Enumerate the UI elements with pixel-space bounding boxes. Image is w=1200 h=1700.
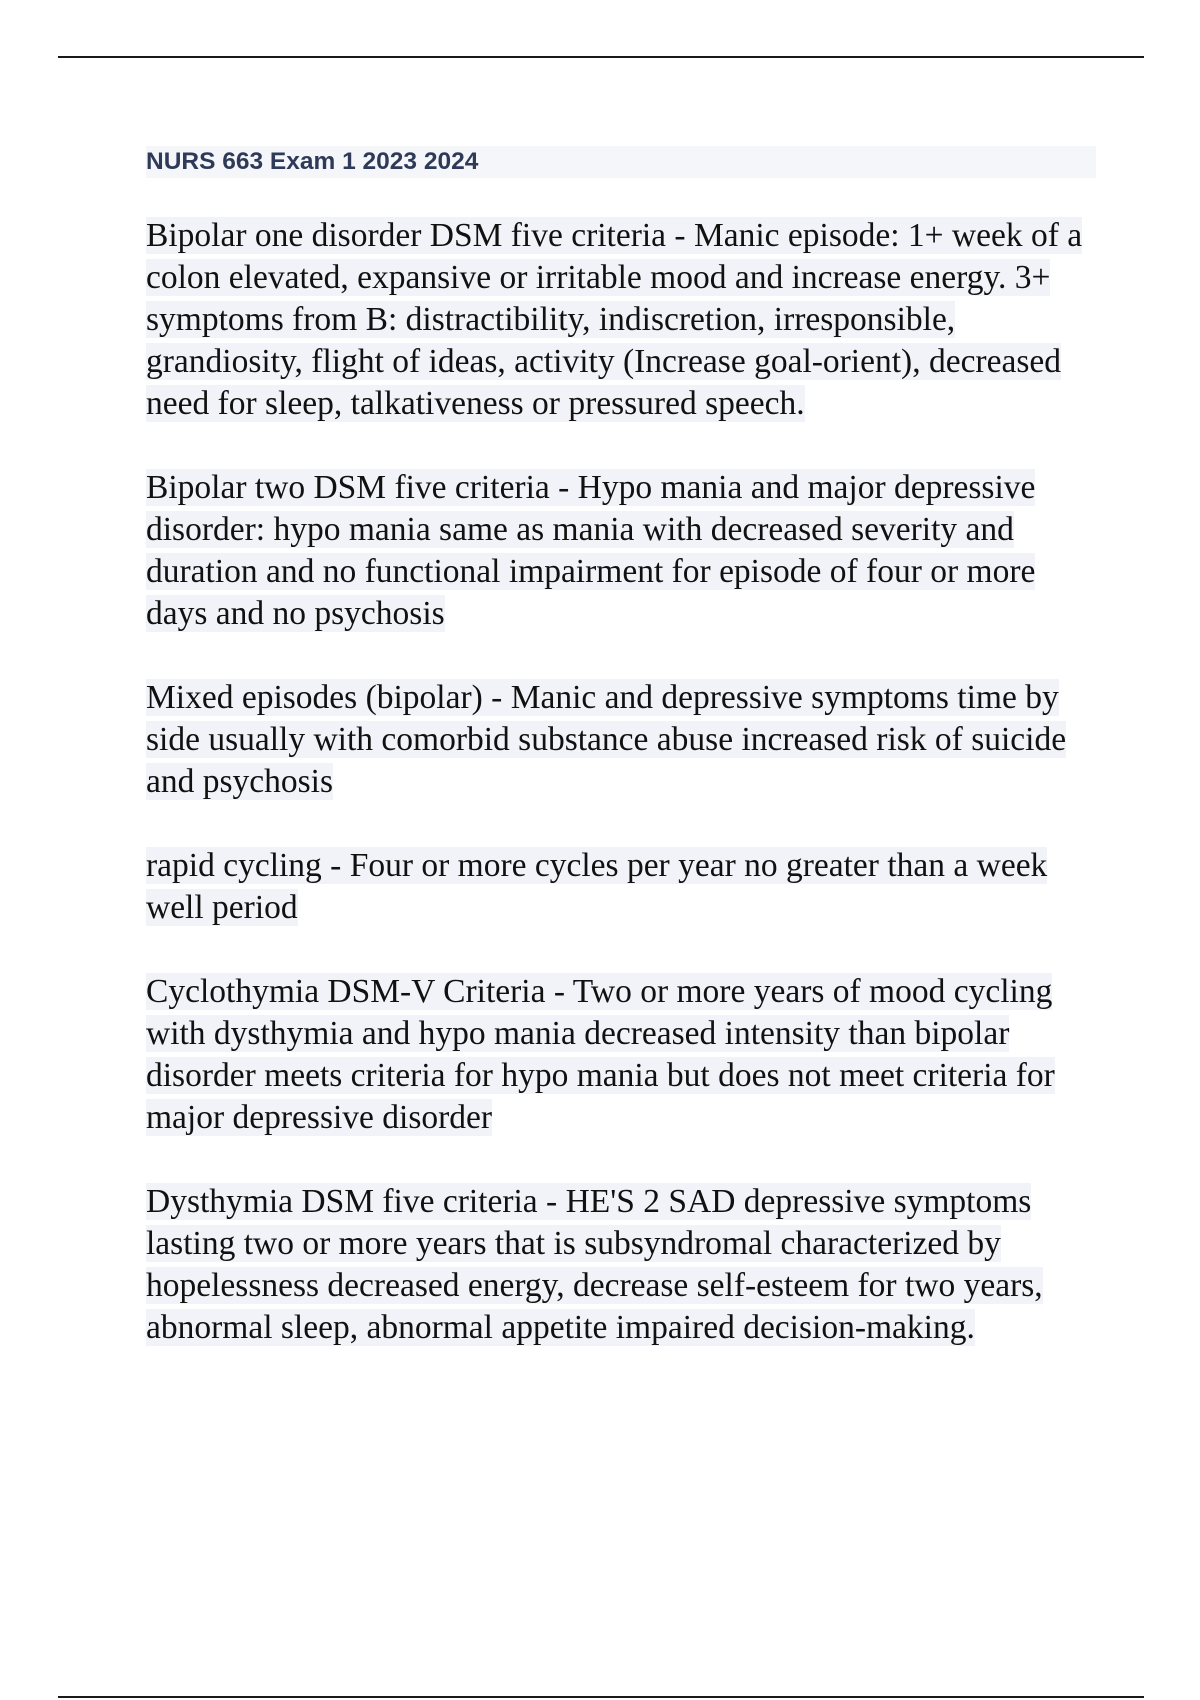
entry-dysthymia [146, 1181, 1096, 1349]
entry-text: Dysthymia DSM five criteria - HE'S 2 SAD depressive symptoms lasting two or more years that is subsyndromal characterized by hopelessness decreased energy, decrease self-esteem for two years, abnormal sleep, abnormal appetite impaired decision-making. [146, 1183, 1043, 1346]
entry-text: rapid cycling - Four or more cycles per year no greater than a week well period [146, 847, 1048, 926]
entry-text: Cyclothymia DSM-V Criteria - Two or more years of mood cycling with dysthymia and hypo mania decreased intensity than bipolar disorder meets criteria for hypo mania but does not meet criteria for major depressive disorder [146, 973, 1055, 1136]
entry-mixed-episodes [146, 677, 1096, 803]
document-title: NURS 663 Exam 1 2023 2024 [146, 146, 1096, 178]
entry-text: Bipolar two DSM five criteria - Hypo mania and major depressive disorder: hypo mania same as mania with decreased severity and duration and no functional impairment for episode of four or more days and no psychosis [146, 469, 1036, 632]
entry-bipolar-two [146, 467, 1096, 635]
entry-rapid-cycling [146, 845, 1096, 929]
footer-rule [58, 1696, 1144, 1698]
entry-text: Bipolar one disorder DSM five criteria - Manic episode: 1+ week of a colon elevated, expansive or irritable mood and increase energy. 3+ symptoms from B: distractibility, indiscretion, irresponsible, grandiosity, flight of ideas, activity (Increase goal-orient), decreased need for sleep, talkativeness or pressured speech. [146, 217, 1083, 422]
document-body [146, 146, 1096, 1391]
header-rule [58, 56, 1144, 58]
entry-cyclothymia [146, 971, 1096, 1139]
entry-text: Mixed episodes (bipolar) - Manic and depressive symptoms time by side usually with comorbid substance abuse increased risk of suicide and psychosis [146, 679, 1067, 800]
entry-bipolar-one [146, 215, 1096, 425]
